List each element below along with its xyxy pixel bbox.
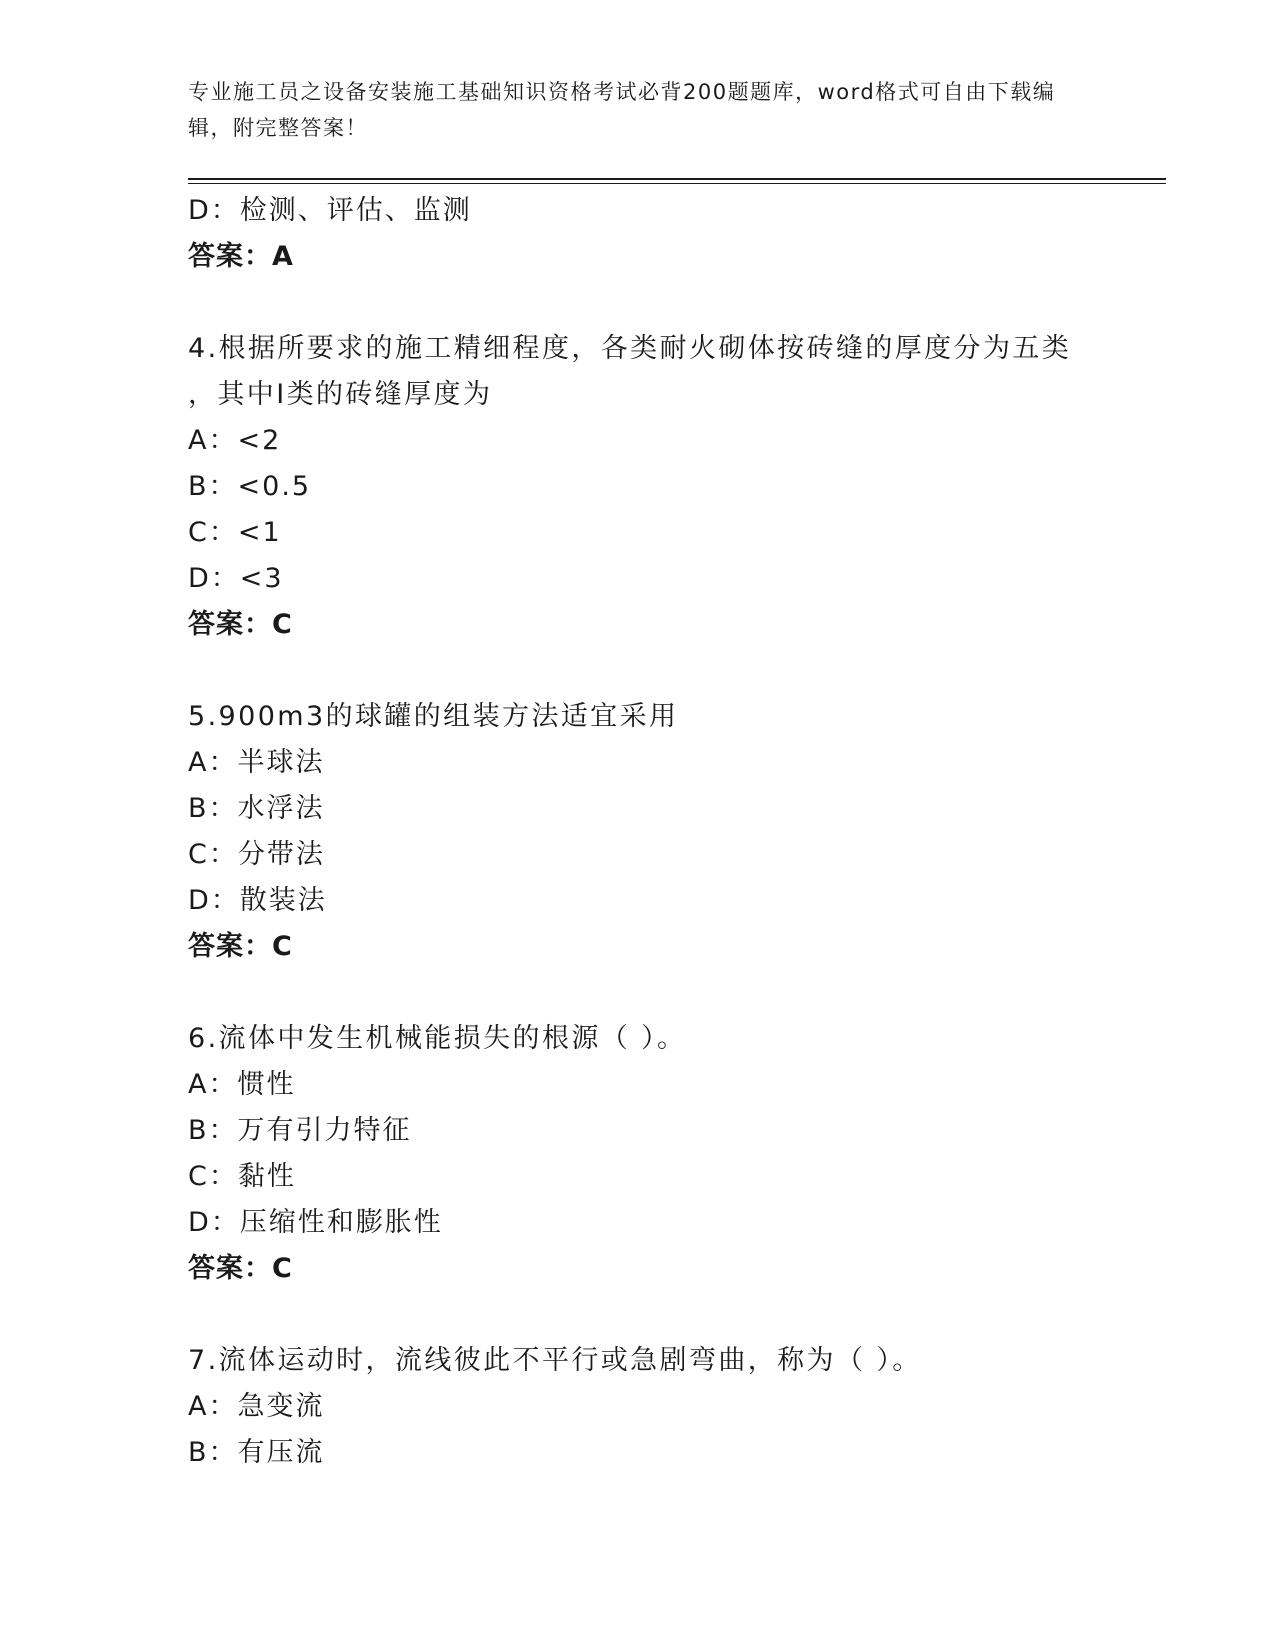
question-4-option-c: C：<1 [188,517,282,548]
question-4-stem-line2: ，其中Ⅰ类的砖缝厚度为 [188,379,493,410]
question-7-option-a: A：急变流 [188,1391,325,1422]
spacer [188,280,1168,326]
question-5-stem: 5.900m3的球罐的组装方法适宜采用 [188,701,679,732]
question-6-option-a: A：惯性 [188,1069,296,1100]
question-5-option-b: B：水浮法 [188,793,325,824]
spacer [188,970,1168,1016]
header-divider-thin [188,183,1166,184]
question-4-option-a: A：<2 [188,425,282,456]
spacer [188,1292,1168,1338]
question-4-option-d: D：<3 [188,563,284,594]
question-5-option-c: C：分带法 [188,839,325,870]
question-7-option-b: B：有压流 [188,1437,325,1468]
question-list [188,188,1168,1476]
question-5-option-a: A：半球法 [188,747,325,778]
question-6-option-d: D：压缩性和膨胀性 [188,1207,443,1238]
question-4-option-b: B：<0.5 [188,471,312,502]
question-6-option-c: C：黏性 [188,1161,296,1192]
header-divider-thick [188,178,1166,180]
question-6-option-b: B：万有引力特征 [188,1115,412,1146]
question-5-option-d: D：散装法 [188,885,327,916]
question-4-stem-line1: 4.根据所要求的施工精细程度，各类耐火砌体按砖缝的厚度分为五类 [188,333,1072,364]
question-5-answer: 答案：C [188,931,293,962]
question-6-stem: 6.流体中发生机械能损失的根源（ ）。 [188,1023,687,1054]
header-text: 专业施工员之设备安装施工基础知识资格考试必背200题题库，word格式可自由下载编辑，附完整答案！ [188,80,1056,140]
prev-option-d: D：检测、评估、监测 [188,195,472,226]
document-header [188,74,1088,146]
question-7-stem: 7.流体运动时，流线彼此不平行或急剧弯曲，称为（ ）。 [188,1345,922,1376]
spacer [188,648,1168,694]
question-6-answer: 答案：C [188,1253,293,1284]
prev-answer: 答案：A [188,241,294,272]
question-4-answer: 答案：C [188,609,293,640]
